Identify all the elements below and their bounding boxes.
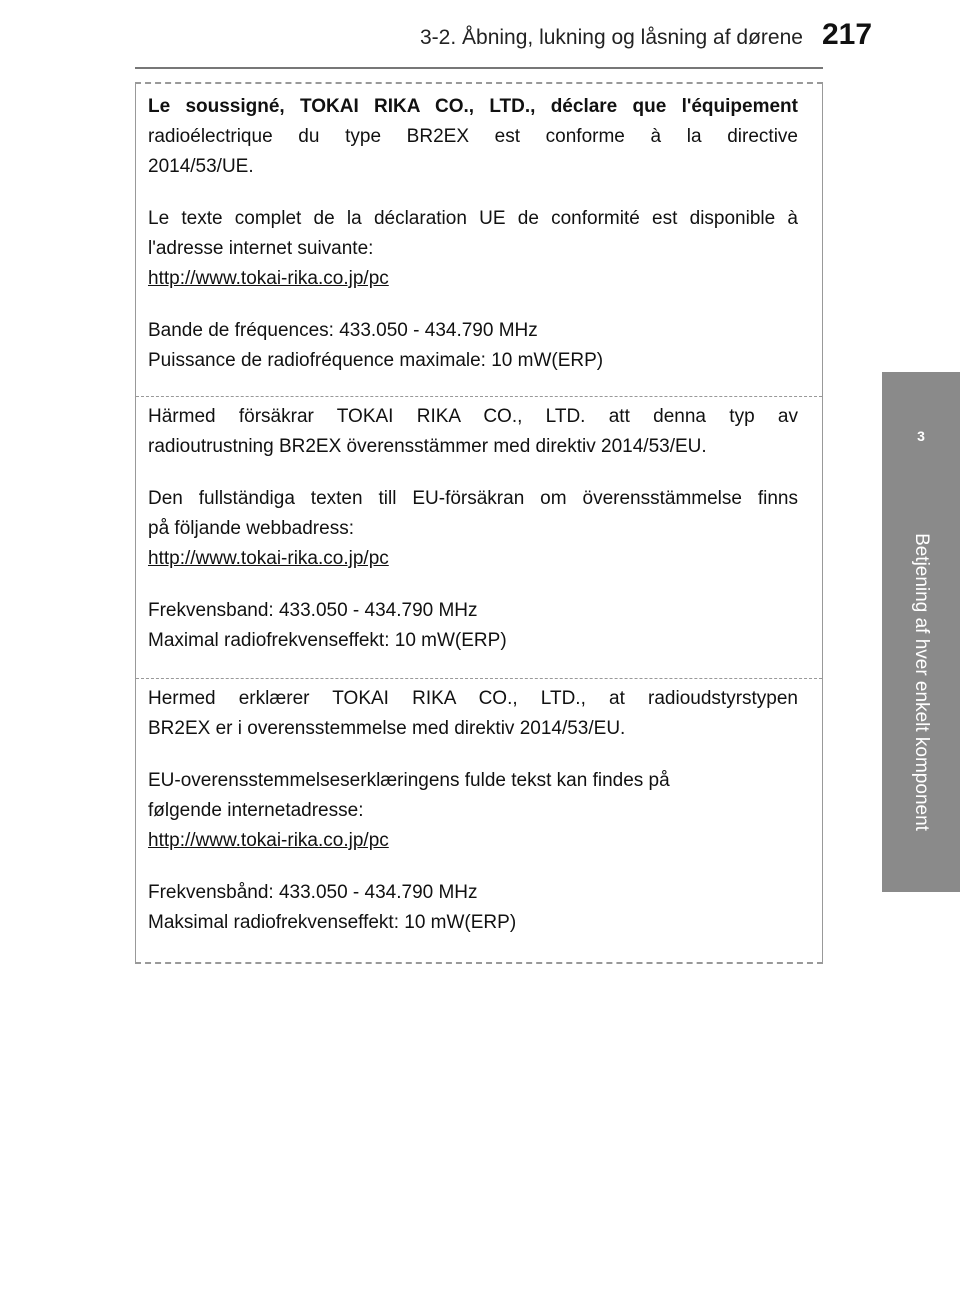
declaration-url-link[interactable]: http://www.tokai-rika.co.jp/pc bbox=[148, 268, 389, 289]
declaration-french bbox=[148, 92, 798, 376]
declaration-intro-line: Hermed erklærer TOKAI RIKA CO., LTD., at radioudstyrstypen bbox=[148, 688, 798, 709]
declaration-intro-line: Härmed försäkrar TOKAI RIKA CO., LTD. att denna typ av bbox=[148, 406, 798, 427]
section-divider bbox=[136, 396, 822, 397]
declaration-url-link[interactable]: http://www.tokai-rika.co.jp/pc bbox=[148, 830, 389, 851]
declaration-swedish bbox=[148, 402, 798, 656]
declaration-intro-line: radioutrustning BR2EX överensstämmer med direktiv 2014/53/EU. bbox=[148, 436, 707, 457]
declaration-text-line: EU-overensstemmelseserklæringens fulde tekst kan findes på bbox=[148, 770, 670, 791]
declaration-text-line: følgende internetadresse: bbox=[148, 800, 364, 821]
page-header bbox=[0, 0, 960, 70]
chapter-number: 3 bbox=[917, 428, 925, 444]
frequency-band: Frekvensbånd: 433.050 - 434.790 MHz bbox=[148, 882, 478, 903]
header-rule bbox=[135, 67, 823, 69]
declaration-intro-line: BR2EX er i overensstemmelse med direktiv 2014/53/EU. bbox=[148, 718, 626, 739]
declaration-intro-line: 2014/53/UE. bbox=[148, 156, 254, 177]
frequency-band: Frekvensband: 433.050 - 434.790 MHz bbox=[148, 600, 478, 621]
declaration-text-line: l'adresse internet suivante: bbox=[148, 238, 374, 259]
chapter-label: Betjening af hver enkelt komponent bbox=[911, 533, 932, 831]
declaration-danish bbox=[148, 684, 798, 938]
section-title: 3-2. Åbning, lukning og låsning af dørene bbox=[420, 26, 803, 49]
declaration-text-line: Le texte complet de la déclaration UE de conformité est disponible à bbox=[148, 208, 798, 229]
chapter-tab bbox=[882, 372, 960, 892]
max-power: Maximal radiofrekvenseffekt: 10 mW(ERP) bbox=[148, 630, 507, 651]
declaration-text-line: Den fullständiga texten till EU-försäkran om överensstämmelse finns bbox=[148, 488, 798, 509]
declaration-text-line: på följande webbadress: bbox=[148, 518, 354, 539]
section-divider bbox=[136, 678, 822, 679]
declaration-intro-line: Le soussigné, TOKAI RIKA CO., LTD., déclare que l'équipement bbox=[148, 96, 798, 117]
max-power: Maksimal radiofrekvenseffekt: 10 mW(ERP) bbox=[148, 912, 517, 933]
declaration-url-link[interactable]: http://www.tokai-rika.co.jp/pc bbox=[148, 548, 389, 569]
declaration-intro-line: radioélectrique du type BR2EX est conforme à la directive bbox=[148, 126, 798, 147]
page-number: 217 bbox=[822, 18, 873, 51]
max-power: Puissance de radiofréquence maximale: 10 mW(ERP) bbox=[148, 350, 604, 371]
frequency-band: Bande de fréquences: 433.050 - 434.790 MHz bbox=[148, 320, 538, 341]
declaration-box bbox=[135, 82, 823, 964]
